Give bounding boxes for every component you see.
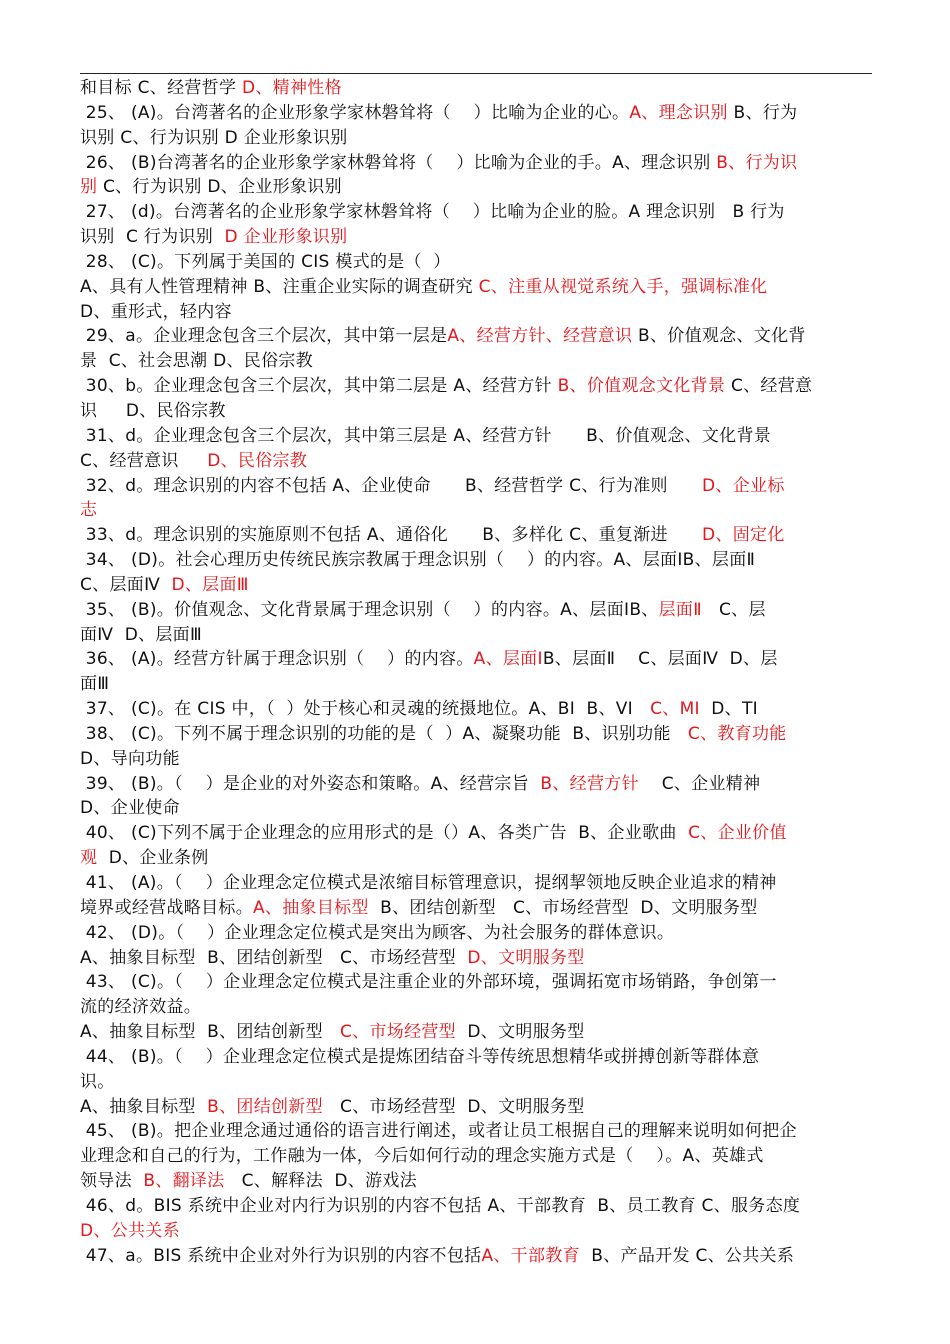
text-line [80, 896, 872, 921]
question-text: C、层面Ⅳ [80, 574, 172, 595]
text-line [80, 623, 872, 648]
answer-text: 观 [80, 848, 98, 869]
answer-text: A、抽象目标型 [253, 897, 369, 918]
text-line [80, 324, 872, 349]
question-text: 领导法 [80, 1171, 144, 1192]
text-line [80, 871, 872, 896]
question-text: B、行为 [727, 102, 798, 123]
question-text: B、产品开发 C、公共关系 [579, 1245, 795, 1266]
text-line [80, 747, 872, 772]
text-line [80, 1045, 872, 1070]
question-text: 识。 [80, 1071, 115, 1092]
answer-text: B、团结创新型 [207, 1096, 323, 1117]
text-line [80, 1169, 872, 1194]
question-text: 27、 (d)。台湾著名的企业形象学家林磐耸将（ ）比喻为企业的脸。A 理念识别 B 行为 [80, 202, 785, 223]
text-line [80, 772, 872, 797]
answer-text: C、注重从视觉系统入手，强调标准化 [478, 276, 768, 297]
text-line [80, 200, 872, 225]
question-text: 32、d。理念识别的内容不包括 A、企业使命 B、经营哲学 C、行为准则 [80, 475, 703, 496]
question-text: 36、 (A)。经营方针属于理念识别（ ）的内容。 [80, 649, 474, 670]
question-text: 26、 (B)台湾著名的企业形象学家林磐耸将（ ）比喻为企业的手。A、理念识别 [80, 152, 717, 173]
question-text: C、经营意 [725, 376, 813, 397]
question-text: 识 D、民俗宗教 [80, 400, 226, 421]
text-line [80, 647, 872, 672]
question-text: 37、 (C)。在 CIS 中，（ ）处于核心和灵魂的统摄地位。A、BI B、VI [80, 699, 651, 720]
answer-text: B、行为识 [716, 152, 798, 173]
answer-text: C、企业价值 [688, 823, 787, 844]
text-line [80, 300, 872, 325]
text-line [80, 821, 872, 846]
answer-text: D、企业标 [702, 475, 785, 496]
question-text: A、抽象目标型 B、团结创新型 C、市场经营型 [80, 947, 468, 968]
question-text: C、企业精神 [638, 773, 761, 794]
question-text: A、具有人性管理精神 B、注重企业实际的调查研究 [80, 276, 479, 297]
text-line [80, 573, 872, 598]
text-line [80, 1219, 872, 1244]
answer-text: B、价值观念文化背景 [557, 376, 726, 397]
question-text: 28、 (C)。下列属于美国的 CIS 模式的是（ ） [80, 251, 451, 272]
question-text: D、文明服务型 [456, 1022, 585, 1043]
question-text: 40、 (C)下列不属于企业理念的应用形式的是（）A、各类广告 B、企业歌曲 [80, 823, 689, 844]
answer-text: C、市场经营型 [340, 1022, 456, 1043]
question-text: 42、 (D)。（ ）企业理念定位模式是突出为顾客、为社会服务的群体意识。 [80, 922, 675, 943]
text-line [80, 796, 872, 821]
text-line [80, 399, 872, 424]
text-line [80, 672, 872, 697]
text-line [80, 175, 872, 200]
question-text: 35、 (B)。价值观念、文化背景属于理念识别（ ）的内容。A、层面ⅠB、 [80, 599, 659, 620]
text-line [80, 523, 872, 548]
question-text: 34、 (D)。社会心理历史传统民族宗教属于理念识别（ ）的内容。A、层面ⅠB、层面Ⅱ [80, 550, 756, 571]
question-text: D、TI [699, 699, 758, 720]
question-text: 识别 C 行为识别 [80, 227, 225, 248]
answer-text: C、教育功能 [687, 723, 787, 744]
answer-text: D 企业形象识别 [224, 227, 348, 248]
text-line [80, 101, 872, 126]
question-text: 39、 (B)。（ ）是企业的对外姿态和策略。A、经营宗旨 [80, 773, 541, 794]
question-text: 和目标 C、经营哲学 [80, 78, 242, 98]
text-line [80, 921, 872, 946]
question-text: 面Ⅲ [80, 674, 110, 695]
answer-text: C、MI [650, 699, 700, 720]
answer-text: B、翻译法 [143, 1171, 225, 1192]
answer-text: 层面Ⅱ [658, 599, 702, 620]
question-text: A、抽象目标型 [80, 1096, 208, 1117]
text-line [80, 349, 872, 374]
answer-text: D、文明服务型 [467, 947, 585, 968]
question-text: 流的经济效益。 [80, 997, 202, 1018]
question-list [80, 76, 872, 1269]
answer-text: A、层面Ⅰ [473, 649, 543, 670]
question-text: 30、b。企业理念包含三个层次，其中第二层是 A、经营方针 [80, 376, 558, 397]
question-text: 43、 (C)。（ ）企业理念定位模式是注重企业的外部环境，强调拓宽市场销路，争创第一 [80, 972, 777, 993]
question-text: B、价值观念、文化背 [632, 326, 806, 347]
question-text: 47、a。BIS 系统中企业对外行为识别的内容不包括 [80, 1245, 482, 1266]
question-text: 境界或经营战略目标。 [80, 897, 253, 918]
text-line [80, 970, 872, 995]
question-text: 41、 (A)。（ ）企业理念定位模式是浓缩目标管理意识，提纲挈领地反映企业追求的精神 [80, 873, 777, 893]
text-line [80, 474, 872, 499]
answer-text: D、固定化 [702, 525, 785, 546]
text-line [80, 995, 872, 1020]
header-rule [80, 73, 872, 74]
question-text: 29、a。企业理念包含三个层次，其中第一层是 [80, 326, 448, 347]
text-line [80, 374, 872, 399]
text-line [80, 1244, 872, 1269]
question-text: C、行为识别 D、企业形象识别 [97, 177, 342, 198]
question-text: D、企业条例 [97, 848, 209, 869]
question-text: C、市场经营型 D、文明服务型 [322, 1096, 585, 1117]
answer-text: D、公共关系 [80, 1220, 180, 1241]
text-line [80, 126, 872, 151]
text-line [80, 1194, 872, 1219]
question-text: 44、 (B)。（ ）企业理念定位模式是提炼团结奋斗等传统思想精华或拼搏创新等群体意 [80, 1046, 760, 1067]
question-text: D、导向功能 [80, 748, 180, 769]
question-text: C、经营意识 [80, 450, 208, 471]
question-text: B、团结创新型 C、市场经营型 D、文明服务型 [368, 897, 758, 918]
text-line [80, 1070, 872, 1095]
text-line [80, 1020, 872, 1045]
question-text: D、企业使命 [80, 798, 180, 819]
answer-text: B、经营方针 [540, 773, 639, 794]
text-line [80, 548, 872, 573]
text-line [80, 275, 872, 300]
answer-text: D、层面Ⅲ [171, 574, 249, 595]
question-text: 景 C、社会思潮 D、民俗宗教 [80, 351, 313, 372]
text-line [80, 1144, 872, 1169]
text-line [80, 250, 872, 275]
text-line [80, 598, 872, 623]
text-line [80, 449, 872, 474]
answer-text: A、经营方针、经营意识 [447, 326, 633, 347]
question-text: A、抽象目标型 B、团结创新型 [80, 1022, 341, 1043]
text-line [80, 1119, 872, 1144]
question-text: 业理念和自己的行为，工作融为一体，今后如何行动的理念实施方式是（ ）。A、英雄式 [80, 1146, 764, 1167]
text-line [80, 151, 872, 176]
answer-text: D、民俗宗教 [207, 450, 308, 471]
question-text: 45、 (B)。把企业理念通过通俗的语言进行阐述，或者让员工根据自己的理解来说明如何把企 [80, 1121, 797, 1142]
answer-text: D、精神性格 [241, 78, 342, 98]
question-text: 识别 C、行为识别 D 企业形象识别 [80, 127, 348, 148]
text-line [80, 697, 872, 722]
text-line [80, 946, 872, 971]
question-text: 38、 (C)。下列不属于理念识别的功能的是（ ）A、凝聚功能 B、识别功能 [80, 723, 688, 744]
answer-text: 志 [80, 500, 98, 521]
text-line [80, 1095, 872, 1120]
text-line [80, 225, 872, 250]
answer-text: A、干部教育 [481, 1245, 580, 1266]
text-line [80, 424, 872, 449]
question-text: B、层面Ⅱ C、层面Ⅳ D、层 [542, 649, 778, 670]
text-line [80, 722, 872, 747]
question-text: 面Ⅳ D、层面Ⅲ [80, 624, 203, 645]
question-text: 33、d。理念识别的实施原则不包括 A、通俗化 B、多样化 C、重复渐进 [80, 525, 703, 546]
text-line [80, 76, 872, 101]
answer-text: 别 [80, 177, 98, 198]
text-line [80, 498, 872, 523]
question-text: C、层 [701, 599, 766, 620]
question-text: 46、d。BIS 系统中企业对内行为识别的内容不包括 A、干部教育 B、员工教育 C、服务态度 [80, 1195, 801, 1216]
text-line [80, 846, 872, 871]
question-text: C、解释法 D、游戏法 [224, 1171, 417, 1192]
question-text: 25、 (A)。台湾著名的企业形象学家林磐耸将（ ）比喻为企业的心。 [80, 102, 630, 123]
question-text: D、重形式，轻内容 [80, 301, 232, 322]
question-text: 31、d。企业理念包含三个层次，其中第三层是 A、经营方针 B、价值观念、文化背景 [80, 425, 772, 446]
answer-text: A、理念识别 [629, 102, 728, 123]
